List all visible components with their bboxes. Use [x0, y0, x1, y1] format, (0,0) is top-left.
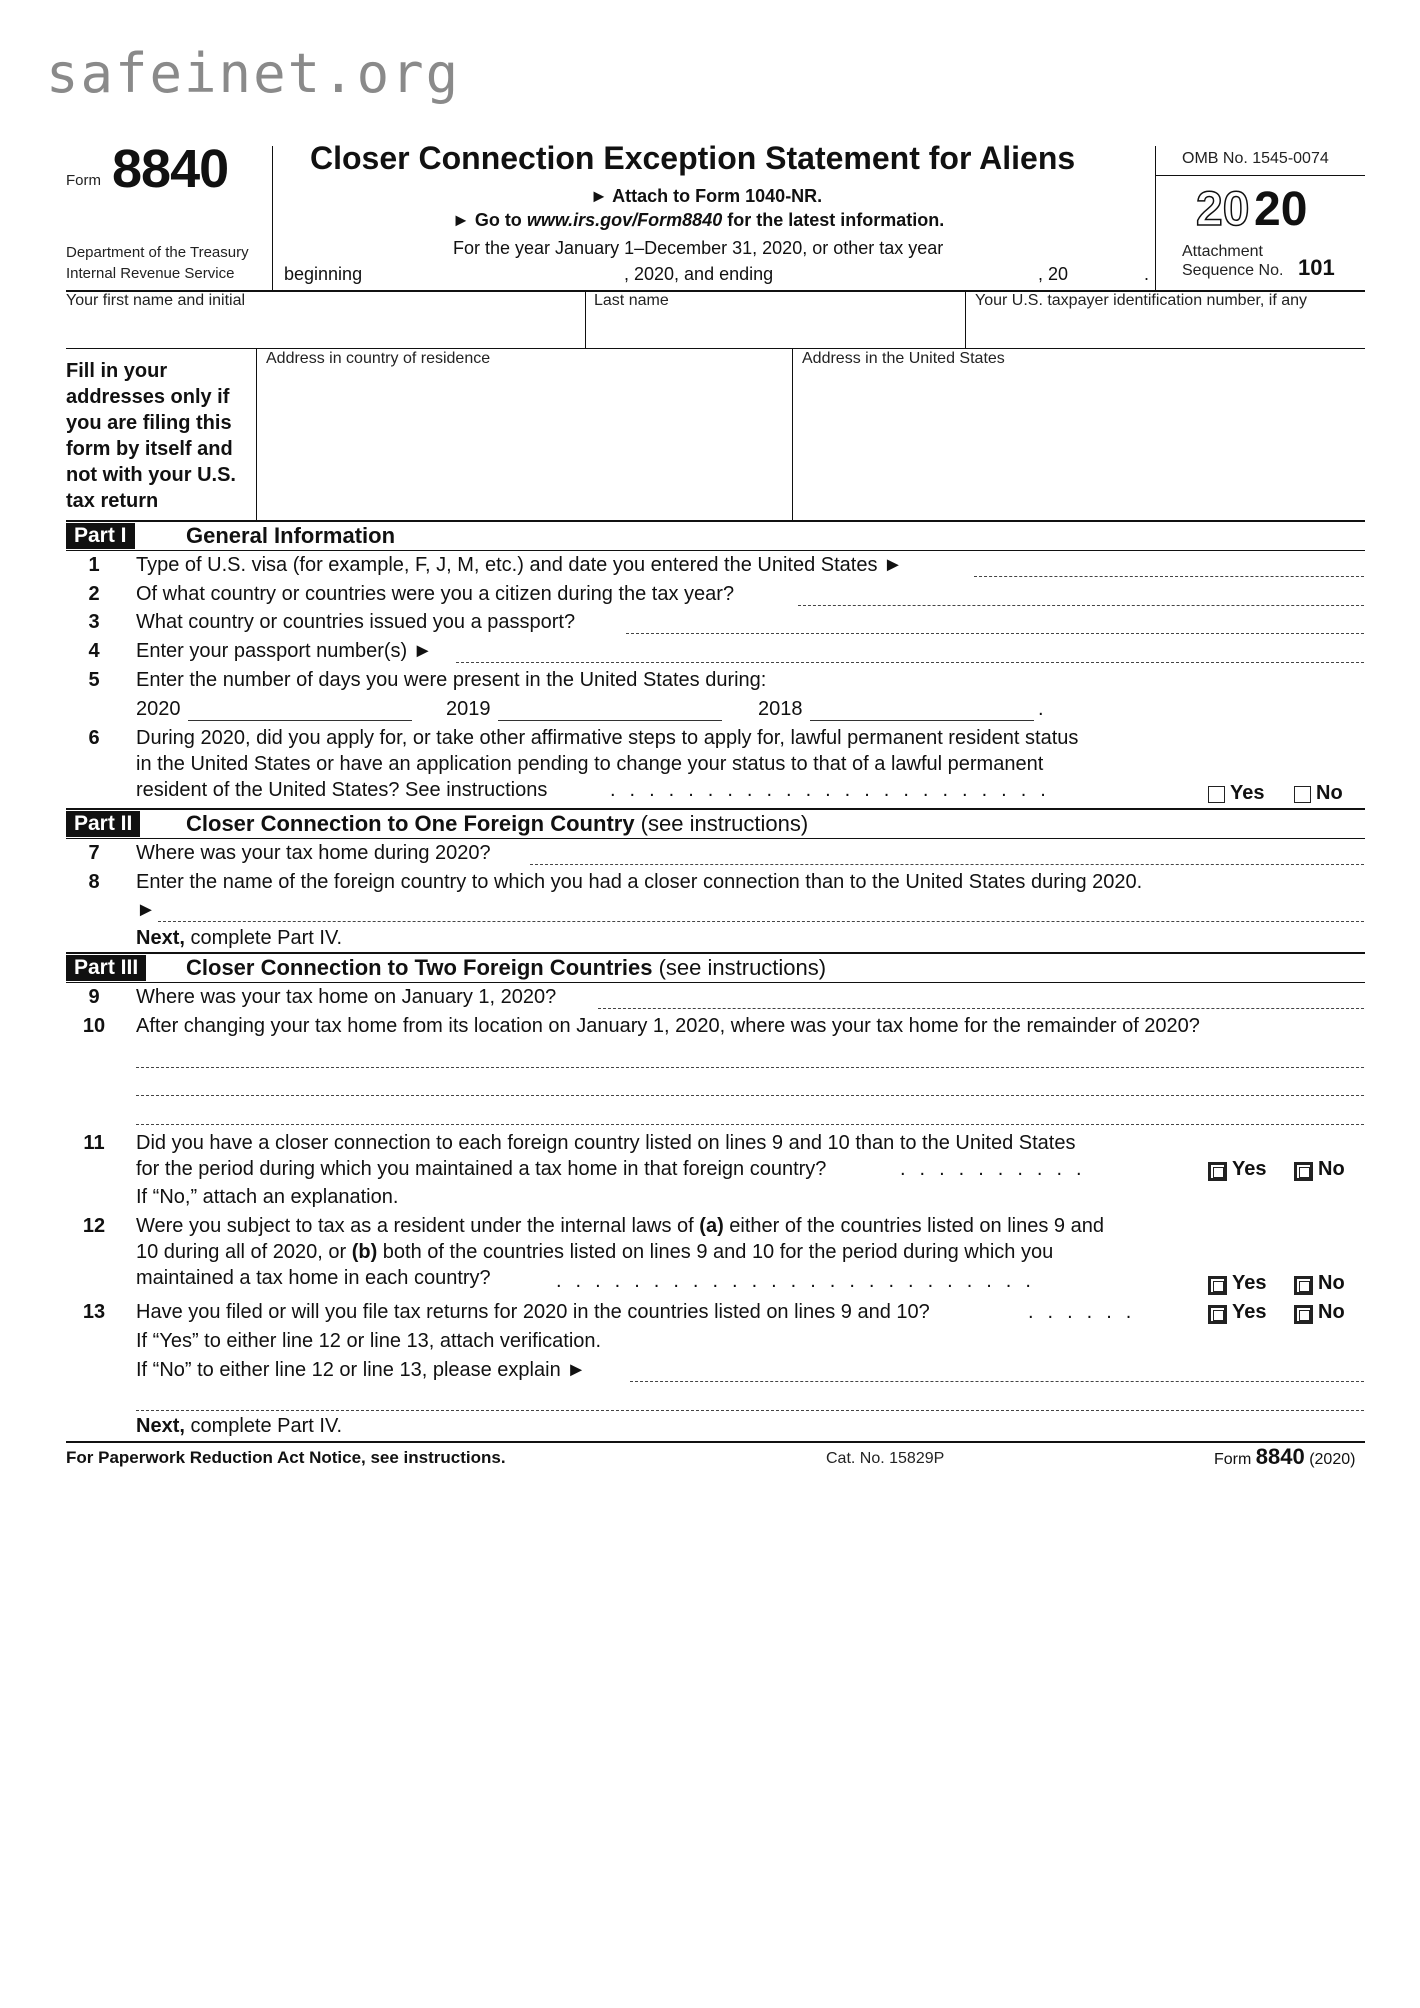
residence-address-label: Address in country of residence: [266, 350, 491, 367]
line4-input[interactable]: [456, 662, 1364, 663]
form-number: 8840: [112, 139, 229, 199]
line10-input-3[interactable]: [136, 1124, 1364, 1125]
days-2019-input[interactable]: [498, 720, 722, 721]
line13-text: Have you filed or will you file tax returns for 2020 in the countries listed on lines 9 and 10?: [136, 1301, 930, 1323]
line8-input[interactable]: [158, 921, 1364, 922]
goto-instruction: ► Go to www.irs.gov/Form8840 for the latest information.: [452, 210, 945, 230]
no-label: No: [1316, 782, 1343, 804]
part1-label: Part I: [66, 523, 135, 549]
line-number: 4: [88, 640, 100, 662]
line12-text-3: maintained a tax home in each country?: [136, 1267, 491, 1289]
line8-text: Enter the name of the foreign country to which you had a closer connection than to the United States during 2020.: [136, 871, 1143, 893]
line-number: 1: [88, 554, 100, 576]
line-number: 6: [88, 727, 100, 749]
residence-address-input[interactable]: [262, 372, 787, 514]
line1-input[interactable]: [974, 576, 1364, 577]
days-2018-label: 2018: [758, 698, 803, 720]
us-address-input[interactable]: [798, 372, 1360, 514]
last-name-label: Last name: [594, 292, 669, 309]
last-name-input[interactable]: [590, 312, 960, 346]
first-name-label: Your first name and initial: [66, 292, 246, 309]
line12-no-checkbox[interactable]: [1294, 1276, 1313, 1295]
days-2019-label: 2019: [446, 698, 491, 720]
form-title: Closer Connection Exception Statement for Aliens: [310, 140, 1076, 176]
line10-input-2[interactable]: [136, 1095, 1364, 1096]
line9-input[interactable]: [598, 1008, 1364, 1009]
period-mark: .: [1144, 264, 1150, 284]
line11-yes-checkbox[interactable]: [1208, 1162, 1227, 1181]
catalog-number: Cat. No. 15829P: [826, 1450, 945, 1467]
days-2020-label: 2020: [136, 698, 181, 720]
no-label: No: [1318, 1301, 1345, 1323]
part1-title: General Information: [186, 523, 396, 548]
line6-text-1: During 2020, did you apply for, or take other affirmative steps to apply for, lawful permanent resident status: [136, 727, 1079, 749]
part2-next: Next, complete Part IV.: [136, 927, 343, 949]
part3-label: Part III: [66, 955, 146, 981]
days-2018-input[interactable]: [810, 720, 1034, 721]
no-label: No: [1318, 1272, 1345, 1294]
irs-label: Internal Revenue Service: [66, 265, 235, 282]
part2-title: Closer Connection to One Foreign Country (see instructions): [186, 811, 809, 836]
leader-dots: .......................: [610, 779, 1060, 801]
paperwork-notice: For Paperwork Reduction Act Notice, see instructions.: [66, 1448, 506, 1467]
line6-text-2: in the United States or have an application pending to change your status to that of a lawful permanent: [136, 753, 1044, 775]
form-label: Form: [66, 172, 101, 189]
line13-explain-input-2[interactable]: [136, 1410, 1364, 1411]
line10-input-1[interactable]: [136, 1067, 1364, 1068]
line7-input[interactable]: [530, 864, 1364, 865]
line-number: 11: [83, 1132, 105, 1154]
line13-yes-checkbox[interactable]: [1208, 1305, 1227, 1324]
line2-input[interactable]: [798, 605, 1364, 606]
and-ending-label: , 2020, and ending: [624, 264, 774, 284]
yes-label: Yes: [1232, 1272, 1267, 1294]
line6-yes-checkbox[interactable]: [1208, 786, 1225, 803]
line9-text: Where was your tax home on January 1, 2020?: [136, 986, 557, 1008]
part2-label: Part II: [66, 811, 140, 837]
line-number: 12: [82, 1215, 106, 1237]
period-mark: .: [1038, 698, 1044, 720]
line11-text-1: Did you have a closer connection to each foreign country listed on lines 9 and 10 than to the United States: [136, 1132, 1076, 1154]
part3-title: Closer Connection to Two Foreign Countries (see instructions): [186, 955, 827, 980]
tin-label: Your U.S. taxpayer identification number, if any: [975, 292, 1308, 309]
line11-note: If “No,” attach an explanation.: [136, 1186, 399, 1208]
line6-text-3: resident of the United States? See instructions: [136, 779, 548, 801]
line-number: 9: [88, 986, 100, 1008]
arrow-marker: ►: [136, 899, 156, 921]
watermark-text: safeinet.org: [46, 42, 461, 105]
line3-input[interactable]: [626, 633, 1364, 634]
dept-treasury: Department of the Treasury: [66, 244, 249, 261]
line-number: 5: [88, 669, 100, 691]
address-fill-note: Fill in your addresses only if you are filing this form by itself and not with your U.S. tax return: [66, 360, 236, 512]
line6-no-checkbox[interactable]: [1294, 786, 1311, 803]
sequence-label: Sequence No.: [1182, 262, 1284, 279]
leader-dots: .........................: [556, 1270, 1045, 1292]
line7-text: Where was your tax home during 2020?: [136, 842, 491, 864]
line13-explain-input-1[interactable]: [630, 1381, 1364, 1382]
line-number: 13: [82, 1301, 106, 1323]
yes-label: Yes: [1232, 1158, 1267, 1180]
line12-text-2: 10 during all of 2020, or (b) both of the countries listed on lines 9 and 10 for the period during which you: [136, 1241, 1054, 1263]
line-number: 8: [88, 871, 100, 893]
beginning-label: beginning: [284, 264, 363, 284]
line5-text: Enter the number of days you were present in the United States during:: [136, 669, 767, 691]
line-number: 2: [88, 583, 100, 605]
line3-text: What country or countries issued you a passport?: [136, 611, 576, 633]
leader-dots: ......: [1028, 1301, 1146, 1323]
first-name-input[interactable]: [66, 312, 581, 346]
part3-next: Next, complete Part IV.: [136, 1415, 343, 1437]
irs-url[interactable]: www.irs.gov/Form8840: [526, 210, 723, 230]
tax-year-line: For the year January 1–December 31, 2020, or other tax year: [453, 238, 944, 258]
line11-text-2: for the period during which you maintained a tax home in that foreign country?: [136, 1158, 827, 1180]
line1-text: Type of U.S. visa (for example, F, J, M, etc.) and date you entered the United States ►: [136, 554, 903, 576]
attach-instruction: ► Attach to Form 1040-NR.: [590, 186, 823, 206]
line10-text: After changing your tax home from its location on January 1, 2020, where was your tax home for the remainder of 2020?: [136, 1015, 1200, 1037]
line13-no-checkbox[interactable]: [1294, 1305, 1313, 1324]
line12-yes-checkbox[interactable]: [1208, 1276, 1227, 1295]
no-label: No: [1318, 1158, 1345, 1180]
line11-no-checkbox[interactable]: [1294, 1162, 1313, 1181]
leader-dots: ..........: [900, 1158, 1096, 1180]
omb-number: OMB No. 1545-0074: [1182, 150, 1329, 167]
attachment-label: Attachment: [1182, 243, 1263, 260]
line-number: 10: [82, 1015, 106, 1037]
line4-text: Enter your passport number(s) ►: [136, 640, 433, 662]
us-address-label: Address in the United States: [802, 350, 1005, 367]
yes-label: Yes: [1232, 1301, 1267, 1323]
year-bold: 20: [1254, 183, 1308, 236]
tin-input[interactable]: [970, 312, 1360, 346]
line13-verification-note: If “Yes” to either line 12 or line 13, attach verification.: [136, 1330, 602, 1352]
days-2020-input[interactable]: [188, 720, 412, 721]
twenty-label: , 20: [1038, 264, 1069, 284]
line12-text-1: Were you subject to tax as a resident under the internal laws of (a) either of the countries listed on lines 9 and: [136, 1215, 1104, 1237]
sequence-number: 101: [1298, 255, 1335, 280]
line-number: 7: [88, 842, 100, 864]
line13-explain-text: If “No” to either line 12 or line 13, please explain ►: [136, 1359, 587, 1381]
year-outline: 20: [1196, 183, 1250, 236]
yes-label: Yes: [1230, 782, 1265, 804]
line-number: 3: [88, 611, 100, 633]
footer-form-label: Form 8840 (2020): [1214, 1444, 1356, 1469]
line2-text: Of what country or countries were you a citizen during the tax year?: [136, 583, 735, 605]
